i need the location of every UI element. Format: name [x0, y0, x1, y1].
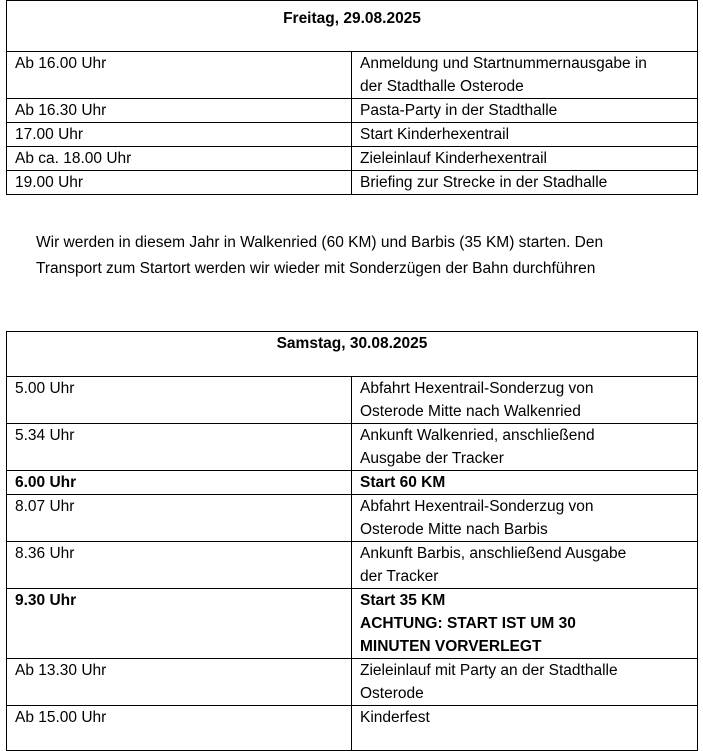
warning-text: ACHTUNG: START IST UM 30: [360, 615, 576, 632]
event-cell: Pasta-Party in der Stadthalle: [352, 99, 698, 123]
time-cell: Ab 15.00 Uhr: [7, 706, 352, 751]
event-text: der Tracker: [360, 568, 439, 585]
table-row: [7, 147, 698, 171]
table-row: [7, 123, 698, 147]
event-text: Abfahrt Hexentrail-Sonderzug von: [360, 380, 594, 397]
friday-table-title: Freitag, 29.08.2025: [7, 1, 698, 52]
event-cell: [352, 424, 698, 471]
event-text: Zieleinlauf mit Party an der Stadthalle: [360, 662, 618, 679]
table-row: [7, 659, 698, 706]
event-text: Osterode: [360, 685, 424, 702]
time-cell: 6.00 Uhr: [7, 471, 352, 495]
time-cell: Ab 16.00 Uhr: [7, 52, 352, 99]
event-text: der Stadthalle Osterode: [360, 78, 524, 95]
event-text: Ankunft Barbis, anschließend Ausgabe: [360, 545, 627, 562]
friday-schedule-table: [6, 0, 698, 195]
time-cell: 17.00 Uhr: [7, 123, 352, 147]
time-cell: 5.00 Uhr: [7, 377, 352, 424]
event-cell: [352, 589, 698, 659]
table-row: [7, 99, 698, 123]
table-row: [7, 424, 698, 471]
event-cell: Start Kinderhexentrail: [352, 123, 698, 147]
time-cell: Ab ca. 18.00 Uhr: [7, 147, 352, 171]
event-text: Osterode Mitte nach Walkenried: [360, 403, 581, 420]
table-row: [7, 706, 698, 751]
event-text: Abfahrt Hexentrail-Sonderzug von: [360, 498, 594, 515]
table-row: [7, 171, 698, 195]
time-cell: 8.07 Uhr: [7, 495, 352, 542]
transport-info-paragraph: [36, 230, 686, 282]
table-row: [7, 589, 698, 659]
event-cell: Kinderfest: [352, 706, 698, 751]
event-text: Ausgabe der Tracker: [360, 450, 504, 467]
event-cell: [352, 495, 698, 542]
table-row: [7, 495, 698, 542]
info-line: Wir werden in diesem Jahr in Walkenried (60 KM) und Barbis (35 KM) starten. Den: [36, 234, 604, 251]
event-cell: [352, 542, 698, 589]
table-row: [7, 52, 698, 99]
event-cell: [352, 52, 698, 99]
saturday-schedule-table: [6, 331, 698, 751]
table-row: [7, 471, 698, 495]
event-cell: [352, 659, 698, 706]
event-text: Anmeldung und Startnummernausgabe in: [360, 55, 647, 72]
time-cell: 5.34 Uhr: [7, 424, 352, 471]
time-cell: 19.00 Uhr: [7, 171, 352, 195]
time-cell: Ab 16.30 Uhr: [7, 99, 352, 123]
event-text: Ankunft Walkenried, anschließend: [360, 427, 595, 444]
event-cell: Briefing zur Strecke in der Stadhalle: [352, 171, 698, 195]
warning-text: MINUTEN VORVERLEGT: [360, 638, 542, 655]
info-line: Transport zum Startort werden wir wieder mit Sonderzügen der Bahn durchführen: [36, 260, 596, 277]
table-row: [7, 542, 698, 589]
table-row: [7, 377, 698, 424]
time-cell: 8.36 Uhr: [7, 542, 352, 589]
event-cell: [352, 377, 698, 424]
event-text: Osterode Mitte nach Barbis: [360, 521, 548, 538]
event-cell: Start 60 KM: [352, 471, 698, 495]
saturday-table-title: Samstag, 30.08.2025: [7, 332, 698, 377]
time-cell: 9.30 Uhr: [7, 589, 352, 659]
event-text: Start 35 KM: [360, 592, 446, 609]
event-cell: Zieleinlauf Kinderhexentrail: [352, 147, 698, 171]
time-cell: Ab 13.30 Uhr: [7, 659, 352, 706]
